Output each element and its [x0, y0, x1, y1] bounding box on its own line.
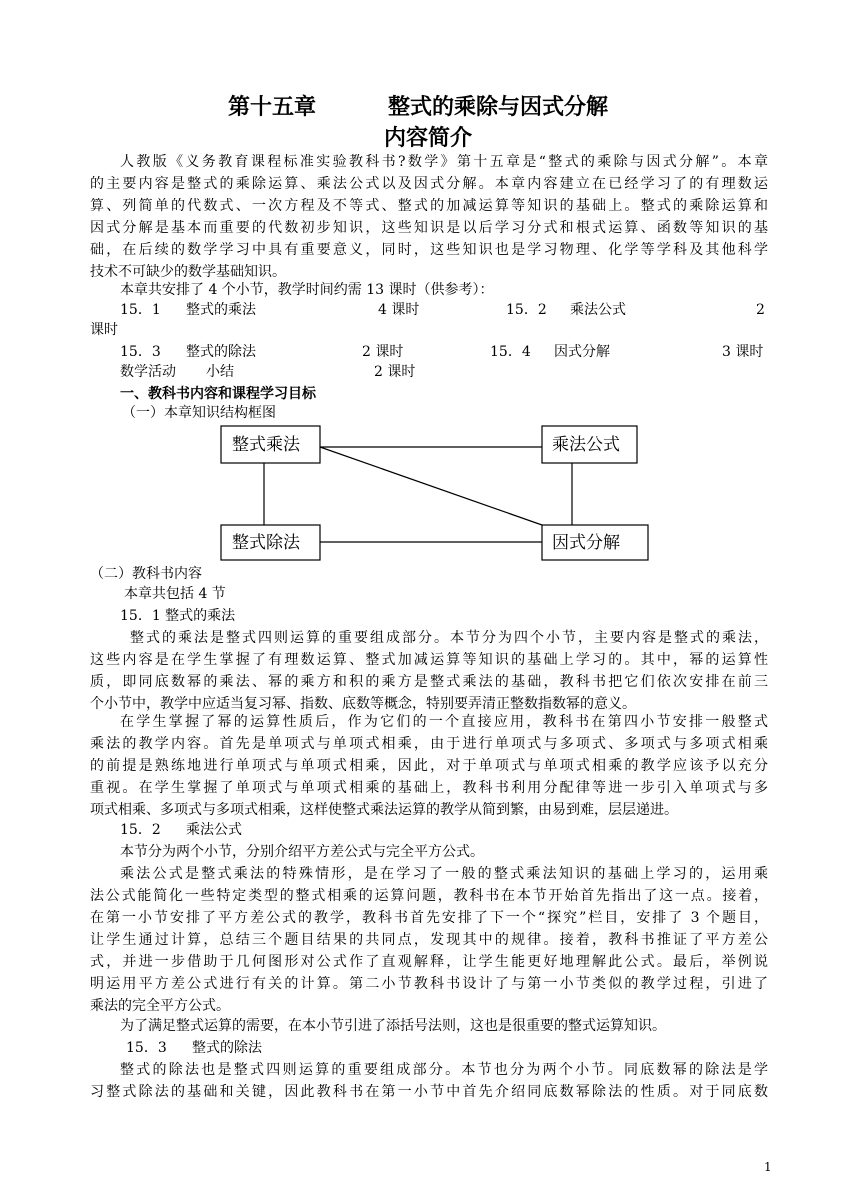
paragraph-line: 习整式除法的基础和关键，因此教科书在第一小节中首先介绍同底数幂除法的性质。对于同底数 [90, 1084, 768, 1100]
diagram-label-factor: 因式分解 [552, 533, 620, 553]
diagram-label-div: 整式除法 [232, 533, 300, 553]
section-15-2-name: 乘法公式 [186, 822, 242, 838]
paragraph-line: 整式的乘法是整式四则运算的重要组成部分。本节分为四个小节，主要内容是整式的乘法， [130, 630, 768, 646]
paragraph-line: 明运用平方差公式进行有关的计算。第二小节教科书设计了与第一小节类似的教学过程，引进了 [90, 976, 768, 992]
paragraph-line: 在学生掌握了幂的运算性质后，作为它们的一个直接应用，教科书在第四小节安排一般整式 [120, 714, 768, 730]
intro-line: 础，在后续的数学学习中具有重要意义，同时，这些知识也是学习物理、化学等学科及其他科学 [90, 242, 768, 258]
schedule-time: 2 [756, 302, 765, 318]
subsection-heading: （一）本章知识结构框图 [122, 405, 276, 421]
schedule-time: 2 课时 [374, 364, 416, 380]
diagram-label-mult: 整式乘法 [232, 435, 300, 455]
paragraph-line: 乘法公式是整式乘法的特殊情形，是在学习了一般的整式乘法知识的基础上学习的，运用乘 [120, 866, 768, 882]
intro-line: 因式分解是基本而重要的代数初步知识，这些知识是以后学习分式和根式运算、函数等知识的基 [90, 220, 768, 236]
section-15-1: 15．1 整式的乘法 [120, 608, 236, 624]
section-15-2-num: 15．2 [120, 822, 161, 838]
chapter-title: 整式的乘除与因式分解 [388, 95, 609, 120]
knowledge-structure-diagram [0, 0, 860, 580]
paragraph-line: 为了满足整式运算的需要，在本小节引进了添括号法则，这也是很重要的整式运算知识。 [120, 1018, 666, 1034]
subsection-heading: （二）教科书内容 [90, 566, 202, 582]
diagram-label-formula: 乘法公式 [552, 435, 620, 455]
paragraph-line: 式，并进一步借助于几何图形对公式作了直观解释，让学生能更好地理解此公式。最后，举例说 [90, 954, 768, 970]
page-number: 1 [764, 1160, 772, 1174]
schedule-name: 数学活动 [120, 364, 176, 380]
contains-note: 本章共包括 4 节 [124, 586, 226, 602]
paragraph-line: 这些内容是在学生掌握了有理数运算、整式加减运算等知识的基础上学习的。其中，幂的运算性 [90, 652, 768, 668]
paragraph-line: 的前提是熟练地进行单项式与单项式相乘，因此，对于单项式与单项式相乘的教学应该予以充分 [90, 758, 768, 774]
schedule-name: 小结 [206, 364, 234, 380]
section-15-3-name: 整式的除法 [192, 1040, 262, 1056]
paragraph-line: 本节分为两个小节，分别介绍平方差公式与完全平方公式。 [120, 844, 484, 860]
schedule-time: 3 课时 [722, 344, 764, 360]
schedule-num: 15．2 [506, 302, 547, 318]
schedule-num: 15．4 [490, 344, 531, 360]
schedule-num: 15．1 [120, 302, 161, 318]
section-heading: 一、教科书内容和课程学习目标 [120, 386, 316, 402]
intro-line: 人教版《义务教育课程标准实验教科书?数学》第十五章是“整式的乘除与因式分解”。本章 [120, 154, 768, 170]
paragraph-line: 个小节中，教学中应适当复习幂、指数、底数等概念，特别要弄清正整数指数幂的意义。 [90, 696, 636, 712]
intro-line: 技术不可缺少的数学基础知识。 [90, 264, 286, 280]
schedule-name: 因式分解 [554, 344, 610, 360]
schedule-intro: 本章共安排了 4 个小节，教学时间约需 13 课时（供参考）： [120, 282, 494, 298]
paragraph-line: 乘法的完全平方公式。 [90, 998, 230, 1014]
paragraph-line: 质，即同底数幂的乘法、幂的乘方和积的乘方是整式乘法的基础，教科书把它们依次安排在前三 [90, 674, 768, 690]
page-subtitle: 内容简介 [384, 126, 473, 151]
paragraph-line: 整式的除法也是整式四则运算的重要组成部分。本节也分为两个小节。同底数幂的除法是学 [120, 1062, 768, 1078]
intro-line: 的主要内容是整式的乘除运算、乘法公式以及因式分解。本章内容建立在已经学习了的有理数运 [90, 176, 768, 192]
link-mult-factor [320, 447, 542, 525]
paragraph-line: 重视。在学生掌握了单项式与单项式相乘的基础上，教科书利用分配律等进一步引入单项式与多 [90, 780, 768, 796]
paragraph-line: 在第一小节安排了平方差公式的教学，教科书首先安排了下一个“探究”栏目，安排了 3 个题目， [90, 910, 768, 926]
paragraph-line: 法公式能简化一些特定类型的整式相乘的运算问题，教科书在本节开始首先指出了这一点。接着， [90, 888, 768, 904]
schedule-name: 整式的除法 [186, 344, 256, 360]
schedule-name: 整式的乘法 [186, 302, 256, 318]
schedule-time: 2 课时 [362, 344, 404, 360]
chapter-number: 第十五章 [228, 95, 317, 120]
schedule-num: 15．3 [120, 344, 161, 360]
schedule-time: 4 课时 [378, 302, 420, 318]
schedule-name: 乘法公式 [570, 302, 626, 318]
paragraph-line: 项式相乘、多项式与多项式相乘，这样使整式乘法运算的教学从简到繁，由易到难，层层递进。 [90, 802, 678, 818]
intro-line: 算、列简单的代数式、一次方程及不等式、整式的加减运算等知识的基础上。整式的乘除运算和 [90, 198, 768, 214]
paragraph-line: 让学生通过计算，总结三个题目结果的共同点，发现其中的规律。接着，教科书推证了平方差公 [90, 932, 768, 948]
paragraph-line: 乘法的教学内容。首先是单项式与单项式相乘，由于进行单项式与多项式、多项式与多项式相乘 [90, 736, 768, 752]
schedule-time-cont: 课时 [90, 322, 118, 338]
section-15-3-num: 15．3 [126, 1040, 167, 1056]
